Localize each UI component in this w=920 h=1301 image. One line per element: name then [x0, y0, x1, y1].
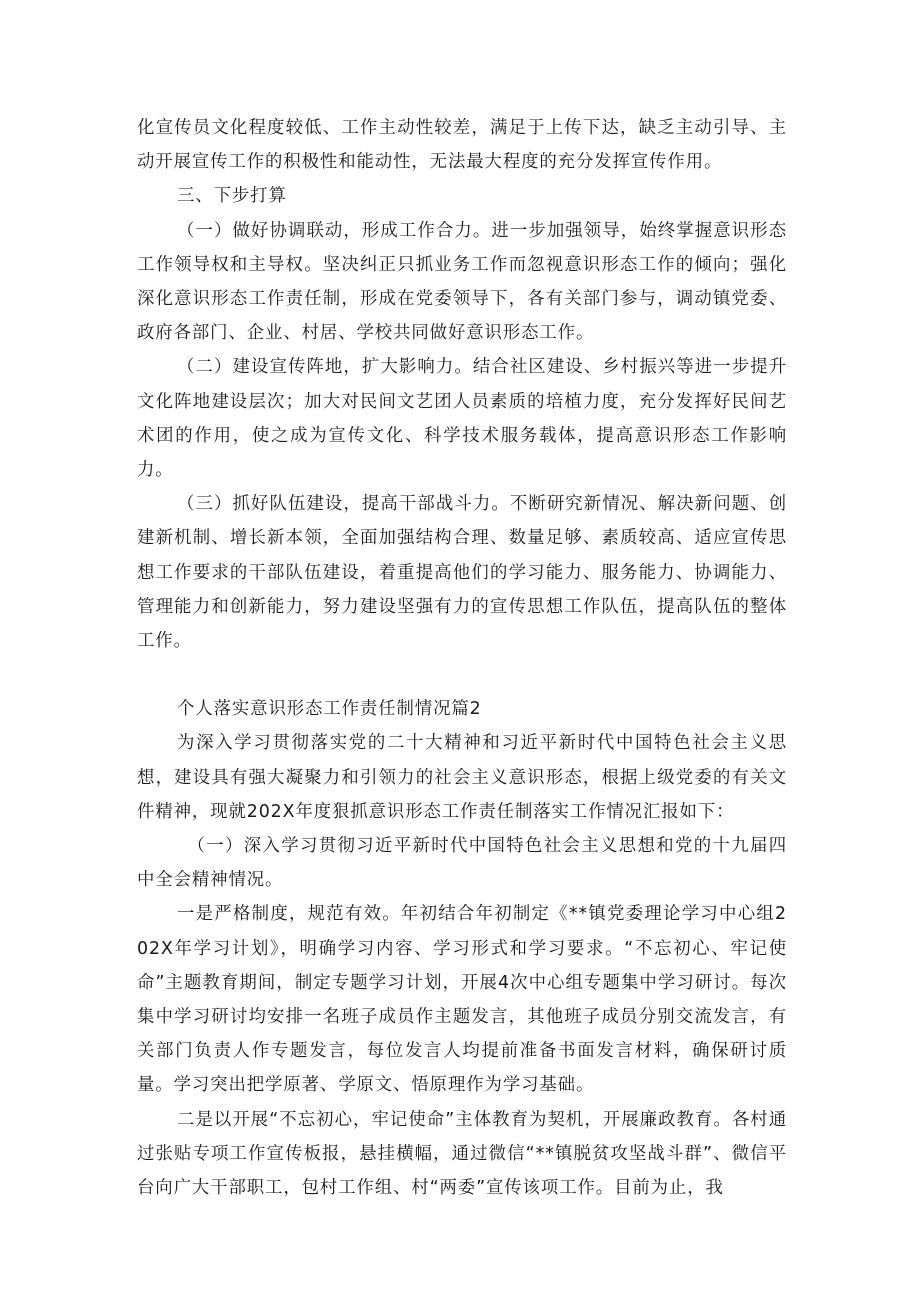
document-page: [137, 111, 787, 1205]
section-gap: [137, 658, 787, 692]
section-heading-next-steps: 三、下步打算: [177, 186, 287, 207]
section-title: 个人落实意识形态工作责任制情况篇2: [177, 699, 482, 720]
paragraph-plan-3: （三）抓好队伍建设，提高干部战斗力。不断研究新情况、解决新问题、创建新机制、增长新本领，全面加强结构合理、数量足够、素质较高、适应宣传思想工作要求的干部队伍建设，着重提高他们的学习能力、服务能力、协调能力、管理能力和创新能力，努力建设坚强有力的宣传思想工作队伍，提高队伍的整体工作。: [137, 494, 787, 652]
paragraph-subheading-1: （一）深入学习贯彻习近平新时代中国特色社会主义思想和党的十九届四中全会精神情况。: [137, 836, 787, 891]
paragraph-intro: 为深入学习贯彻落实党的二十大精神和习近平新时代中国特色社会主义思想，建设具有强大凝聚力和引领力的社会主义意识形态，根据上级党委的有关文件精神，现就202X年度狠抓意识形态工作责任制落实工作情况汇报如下：: [137, 733, 787, 822]
paragraph-plan-1: （一）做好协调联动，形成工作合力。进一步加强领导，始终掌握意识形态工作领导权和主导权。坚决纠正只抓业务工作而忽视意识形态工作的倾向；强化深化意识形态工作责任制，形成在党委领导下，各有关部门参与，调动镇党委、政府各部门、企业、村居、学校共同做好意识形态工作。: [137, 220, 787, 344]
paragraph-plan-2: （二）建设宣传阵地，扩大影响力。结合社区建设、乡村振兴等进一步提升文化阵地建设层次；加大对民间文艺团人员素质的培植力度，充分发挥好民间艺术团的作用，使之成为宣传文化、科学技术服务载体，提高意识形态工作影响力。: [137, 357, 787, 481]
paragraph-continuation: 化宣传员文化程度较低、工作主动性较差，满足于上传下达，缺乏主动引导、主动开展宣传工作的积极性和能动性，无法最大程度的充分发挥宣传作用。: [137, 118, 787, 173]
paragraph-point-1: 一是严格制度，规范有效。年初结合年初制定《**镇党委理论学习中心组202X年学习计划》，明确学习内容、学习形式和学习要求。“不忘初心、牢记使命”主题教育期间，制定专题学习计划，开展4次中心组专题集中学习研讨。每次集中学习研讨均安排一名班子成员作主题发言，其他班子成员分别交流发言，有关部门负责人作专题发言，每位发言人均提前准备书面发言材料，确保研讨质量。学习突出把学原著、学原文、悟原理作为学习基础。: [137, 904, 787, 1096]
paragraph-point-2: 二是以开展“不忘初心，牢记使命”主体教育为契机，开展廉政教育。各村通过张贴专项工作宣传板报，悬挂横幅，通过微信“**镇脱贫攻坚战斗群”、微信平台向广大干部职工，包村工作组、村“两委”宣传该项工作。目前为止，我: [137, 1109, 787, 1199]
